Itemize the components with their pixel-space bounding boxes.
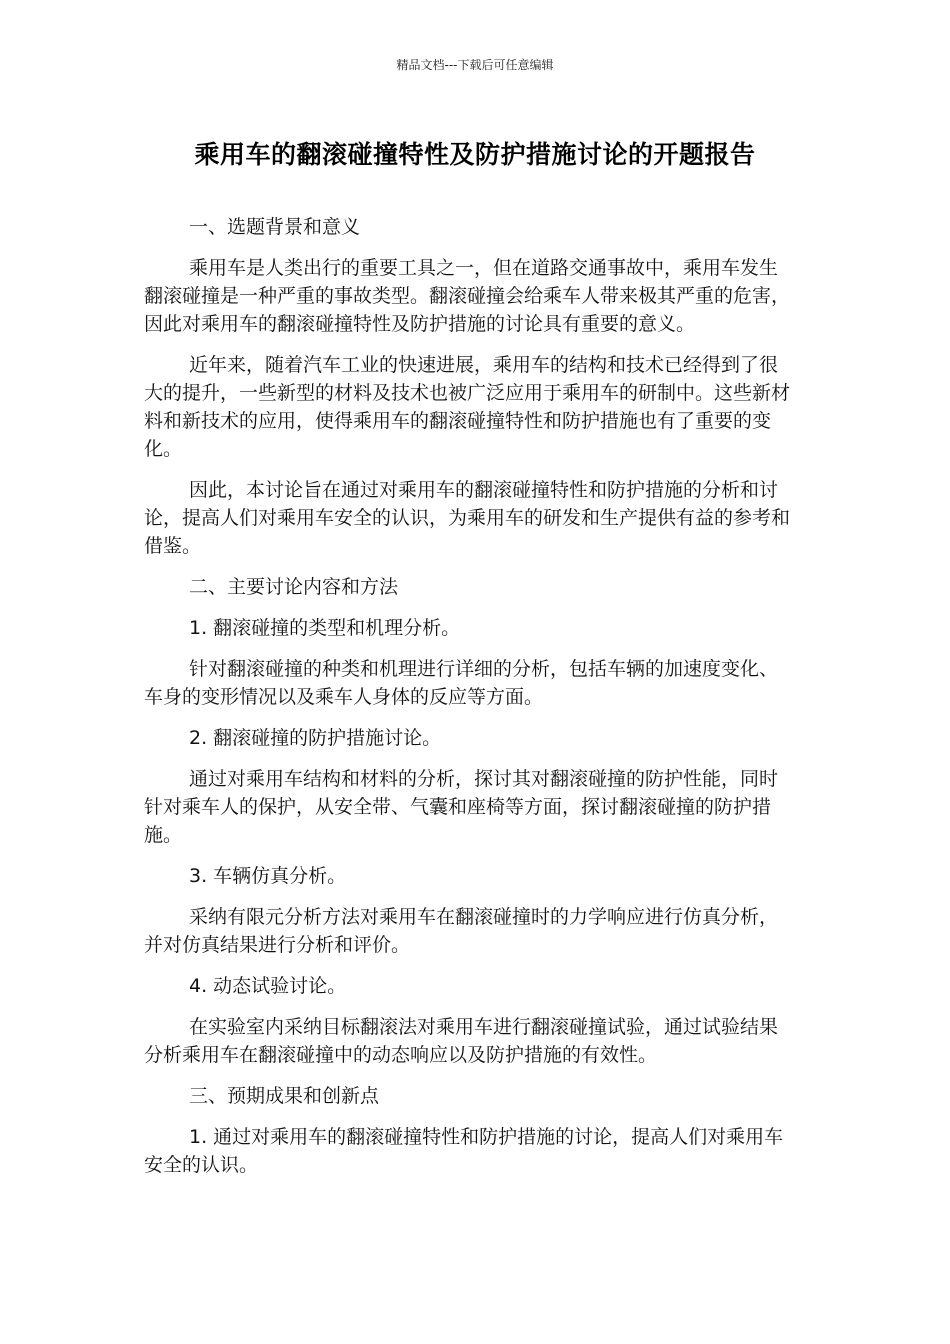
document-title: 乘用车的翻滚碰撞特性及防护措施讨论的开题报告 xyxy=(194,140,756,169)
list-item-heading: 1. 翻滚碰撞的类型和机理分析。 xyxy=(189,617,461,639)
paragraph: 在实验室内采纳目标翻滚法对乘用车进行翻滚碰撞试验，通过试验结果分析乘用车在翻滚碰撞中的动态响应以及防护措施的有效性。 xyxy=(144,1016,779,1066)
paragraph: 近年来，随着汽车工业的快速进展，乘用车的结构和技术已经得到了很大的提升，一些新型的材料及技术也被广泛应用于乘用车的研制中。这些新材料和新技术的应用，使得乘用车的翻滚碰撞特性和防护措施也有了重要的变化。 xyxy=(144,354,791,460)
paragraph: 针对翻滚碰撞的种类和机理进行详细的分析，包括车辆的加速度变化、车身的变形情况以及乘车人身体的反应等方面。 xyxy=(144,658,779,708)
list-item-heading: 3. 车辆仿真分析。 xyxy=(189,865,347,887)
list-item-heading: 4. 动态试验讨论。 xyxy=(189,975,347,997)
paragraph: 通过对乘用车结构和材料的分析，探讨其对翻滚碰撞的防护性能，同时针对乘车人的保护，从安全带、气囊和座椅等方面，探讨翻滚碰撞的防护措施。 xyxy=(144,768,779,846)
page-header: 精品文档---下载后可任意编辑 xyxy=(396,58,554,72)
section-heading-background: 一、选题背景和意义 xyxy=(189,216,361,238)
paragraph: 乘用车是人类出行的重要工具之一，但在道路交通事故中，乘用车发生翻滚碰撞是一种严重的事故类型。翻滚碰撞会给乘车人带来极其严重的危害，因此对乘用车的翻滚碰撞特性及防护措施的讨论具有重要的意义。 xyxy=(144,257,791,335)
document-body xyxy=(144,213,794,1192)
list-item-heading: 2. 翻滚碰撞的防护措施讨论。 xyxy=(189,727,442,749)
section-heading-expected-results: 三、预期成果和创新点 xyxy=(189,1085,380,1107)
paragraph: 因此，本讨论旨在通过对乘用车的翻滚碰撞特性和防护措施的分析和讨论，提高人们对乘用车安全的认识，为乘用车的研发和生产提供有益的参考和借鉴。 xyxy=(144,479,791,557)
section-heading-content-methods: 二、主要讨论内容和方法 xyxy=(189,576,399,598)
paragraph: 采纳有限元分析方法对乘用车在翻滚碰撞时的力学响应进行仿真分析，并对仿真结果进行分析和评价。 xyxy=(144,906,779,956)
list-item: 1. 通过对乘用车的翻滚碰撞特性和防护措施的讨论，提高人们对乘用车安全的认识。 xyxy=(144,1126,784,1176)
